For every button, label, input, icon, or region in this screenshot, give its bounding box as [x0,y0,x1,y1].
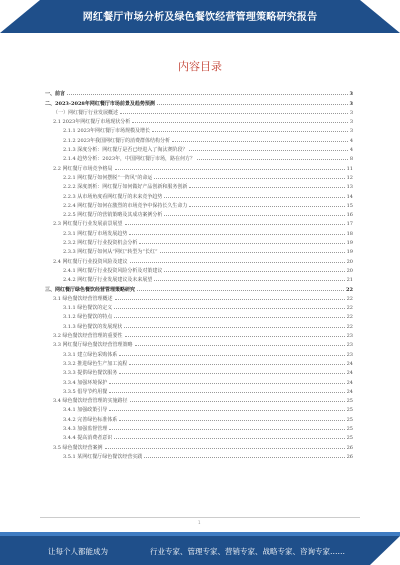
toc-entry-page: 24 [346,370,353,377]
page-number: 1 [198,520,201,525]
toc-entry-page: 13 [346,184,353,191]
toc-leader-dots [157,104,348,105]
toc-leader-dots [125,336,345,337]
toc-leader-dots [125,224,345,225]
toc-leader-dots [67,94,348,95]
toc-leader-dots [129,234,344,235]
toc-entry[interactable] [33,404,353,413]
toc-leader-dots [154,280,344,281]
toc-entry[interactable] [33,144,353,153]
toc-entry[interactable] [33,302,353,311]
toc-entry[interactable] [33,227,353,236]
toc-entry-page: 3 [349,91,353,98]
toc-entry-page: 25 [346,398,353,405]
toc-leader-dots [109,392,344,393]
toc-entry-label: 3.4.3 加强监督管理 [63,425,108,432]
toc-entry[interactable] [33,116,353,125]
toc-entry[interactable] [33,190,353,199]
toc-entry[interactable] [33,441,353,450]
toc-entry-page: 22 [346,305,353,312]
toc-leader-dots [119,373,344,374]
toc-entry[interactable] [33,283,353,292]
toc-entry-page: 24 [346,388,353,395]
toc-entry-label: 2.4 网红餐厅行业投资风险及建议 [53,258,128,265]
toc-entry-label: 三、网红餐厅绿色餐饮经营管理策略研究 [45,286,136,293]
toc-entry[interactable] [33,293,353,302]
toc-leader-dots [119,355,344,356]
toc-leader-dots [109,410,344,411]
toc-entry-page: 25 [346,435,353,442]
toc-entry[interactable] [33,395,353,404]
toc-leader-dots [197,159,348,160]
toc-entry[interactable] [33,125,353,134]
toc-leader-dots [132,122,348,123]
header-banner [0,0,400,33]
toc-entry-label: 3.1 绿色餐饮经营管理概述 [53,295,113,302]
toc-entry[interactable] [33,181,353,190]
toc-entry-label: 2.1.3 深度分析：网红餐厅是否已经进入了淘汰赛阶段？ [63,147,188,154]
toc-entry[interactable] [33,237,353,246]
toc-entry-page: 3 [349,100,353,107]
toc-entry[interactable] [33,423,353,432]
toc-leader-dots [115,169,345,170]
toc-entry-page: 22 [346,295,353,302]
toc-entry[interactable] [33,367,353,376]
toc-entry-label: 3.3.2 推进绿色生产加工流程 [63,360,128,367]
toc-entry-label: 2.3 网红餐厅行业发展前景展望 [53,221,123,228]
toc-entry-label: 3.3.3 提供绿色餐饮服务 [63,370,118,377]
toc-leader-dots [119,420,344,421]
footer-divider [40,517,360,518]
toc-entry-page: 14 [346,193,353,200]
toc-entry[interactable] [33,200,353,209]
toc-entry-page: 20 [346,267,353,274]
toc-entry-page: 21 [346,277,353,284]
toc-leader-dots [164,271,344,272]
toc-entry-label: 3.3.1 建立绿色采购体系 [63,351,118,358]
toc-entry-page: 25 [346,425,353,432]
toc-entry-label: 2.4.1 网红餐厅行业投资风险分析及对策建议 [63,267,163,274]
toc-entry[interactable] [33,320,353,329]
toc-entry[interactable] [33,274,353,283]
toc-entry-label: 2.2.5 网红餐厅的营销策略及其成功案例分析 [63,212,163,219]
toc-entry-label: 二、2023-2028年网红餐厅市场前景及趋势预测 [45,100,155,107]
toc-entry-page: 25 [346,416,353,423]
toc-entry[interactable] [33,376,353,385]
toc-leader-dots [114,317,344,318]
toc-entry[interactable] [33,162,353,171]
toc-leader-dots [135,345,345,346]
toc-leader-dots [189,206,344,207]
toc-entry-page: 23 [346,351,353,358]
toc-entry-label: 2.3.2 网红餐厅行业投资机会分析 [63,240,138,247]
toc-leader-dots [130,262,345,263]
toc-entry[interactable] [33,246,353,255]
toc-entry-page: 19 [346,249,353,256]
footer-banner [0,536,400,565]
toc-entry-label: 3.1.3 绿色餐饮的发展现状 [63,323,123,330]
toc-leader-dots [164,197,344,198]
toc-entry-label: 2.3.3 网红餐厅如何从“网红”转型为“长红” [63,249,158,256]
toc-leader-dots [114,438,344,439]
toc-entry-label: 2.2 网红餐厅市场竞争格局 [53,165,113,172]
toc-entry[interactable] [33,218,353,227]
toc-entry[interactable] [33,358,353,367]
toc-leader-dots [189,150,347,151]
toc-leader-dots [105,448,345,449]
footer-corner [370,536,400,565]
toc-entry-page: 11 [346,165,353,172]
toc-entry[interactable] [33,386,353,395]
toc-entry-page: 26 [346,444,353,451]
toc-entry-page: 3 [349,109,353,116]
toc-leader-dots [137,290,344,291]
toc-entry[interactable] [33,451,353,460]
toc-entry-label: 3.4.2 完善绿色标准体系 [63,416,118,423]
toc-entry-label: 2.4.2 网红餐厅行业发展建议及未来展望 [63,277,153,284]
toc-entry-label: 3.3.4 加强环境保护 [63,379,108,386]
toc-entry-page: 15 [346,202,353,209]
report-title: 网红餐厅市场分析及绿色餐饮经营管理策略研究报告 [82,12,318,23]
toc-entry-label: 3.2 绿色餐饮经营管理的重要性 [53,333,123,340]
toc-entry[interactable] [33,88,353,97]
toc-entry-page: 23 [346,342,353,349]
toc-leader-dots [120,113,348,114]
toc-leader-dots [160,252,345,253]
footer-slogan-right: 行业专家、管理专家、营销专家、战略专家、咨询专家…… [150,547,345,556]
toc-entry[interactable] [33,134,353,143]
toc-entry-label: 3.4.1 加强政策引导 [63,407,108,414]
toc-entry-label: 2.2.4 网红餐厅如何在激烈的市场竞争中保持长久生命力 [63,202,188,209]
toc-entry-label: 2.3.1 网红餐厅市场发展趋势 [63,230,128,237]
toc-entry-label: 2.2.3 从市场角度看网红餐厅的未来竞争趋势 [63,193,163,200]
toc-entry-page: 23 [346,333,353,340]
toc-entry-label: 2.1.1 2023年网红餐厅市场规模及增长 [63,128,151,135]
toc-entry[interactable] [33,348,353,357]
toc-entry-page: 22 [346,286,353,293]
toc-leader-dots [172,141,348,142]
toc-entry-page: 12 [346,174,353,181]
toc-leader-dots [164,215,344,216]
toc-entry-label: 3.1.2 绿色餐饮的特点 [63,314,113,321]
toc-entry-page: 24 [346,360,353,367]
toc-entry-page: 25 [346,407,353,414]
toc-entry-page: 24 [346,379,353,386]
toc-leader-dots [129,364,344,365]
toc-entry-label: 2.1 2023年网红餐厅市场现状分析 [53,119,131,126]
toc-entry-label: （一）网红餐厅行业发展概述 [53,109,119,116]
toc-leader-dots [154,178,344,179]
toc-entry-page: 19 [346,240,353,247]
toc-entry-page: 18 [346,230,353,237]
toc-leader-dots [124,327,344,328]
toc-entry[interactable] [33,107,353,116]
footer-accent-stripe [0,532,400,536]
toc-entry[interactable] [33,339,353,348]
toc-entry-label: 2.1.4 趋势分析：2023年，中国网红餐厅市场，路在何方？ [63,156,196,163]
toc-entry-page: 22 [346,314,353,321]
toc-entry-page: 8 [349,156,353,163]
toc-entry-page: 17 [346,221,353,228]
toc-entry-page: 3 [349,119,353,126]
toc-entry-label: 3.1.1 绿色餐饮的定义 [63,305,113,312]
toc-entry[interactable] [33,255,353,264]
toc-entry[interactable] [33,413,353,422]
toc-leader-dots [144,457,344,458]
toc-leader-dots [114,308,344,309]
toc-entry-label: 3.4.4 提高消费者意识 [63,435,113,442]
toc-entry-page: 20 [346,258,353,265]
toc-entry[interactable] [33,153,353,162]
toc-entry-label: 3.5 绿色餐饮经营案例 [53,444,103,451]
toc-entry[interactable] [33,311,353,320]
toc-entry-label: 3.3.5 倡导节约用餐 [63,388,108,395]
toc-entry-page: 4 [349,147,353,154]
toc-entry-label: 3.4 绿色餐饮经营管理的实施路径 [53,398,128,405]
toc-entry-label: 2.2.2 深度剖析：网红餐厅如何做好产品创新和服务创新 [63,184,188,191]
toc-entry-label: 3.5.1 某网红餐厅绿色餐饮经营实践 [63,453,143,460]
toc-entry-page: 22 [346,323,353,330]
toc-leader-dots [109,429,344,430]
toc-entry-page: 16 [346,212,353,219]
toc-entry[interactable] [33,265,353,274]
toc-entry[interactable] [33,330,353,339]
toc-leader-dots [115,299,345,300]
toc-leader-dots [139,243,344,244]
toc-leader-dots [152,131,348,132]
toc-entry[interactable] [33,432,353,441]
toc-entry-label: 2.1.2 2023年我国网红餐厅的消费群体结构分析 [63,137,171,144]
toc-entry[interactable] [33,172,353,181]
toc-entry[interactable] [33,97,353,106]
toc-entry[interactable] [33,209,353,218]
toc-entry-page: 4 [349,137,353,144]
toc-entry-page: 26 [346,453,353,460]
toc-heading: 内容目录 [178,60,222,73]
toc-entry-page: 3 [349,128,353,135]
toc-entry-label: 2.2.1 网红餐厅如何摆脱“一阵风”的命运 [63,174,153,181]
toc-leader-dots [189,187,344,188]
toc-entry-label: 一、前言 [45,91,66,98]
footer-slogan-left: 让每个人都能成为 [48,547,108,556]
toc-entry-label: 3.3 网红餐厅绿色餐饮经营管理策略 [53,342,133,349]
toc-leader-dots [109,383,344,384]
table-of-contents [33,88,353,460]
toc-leader-dots [130,401,345,402]
